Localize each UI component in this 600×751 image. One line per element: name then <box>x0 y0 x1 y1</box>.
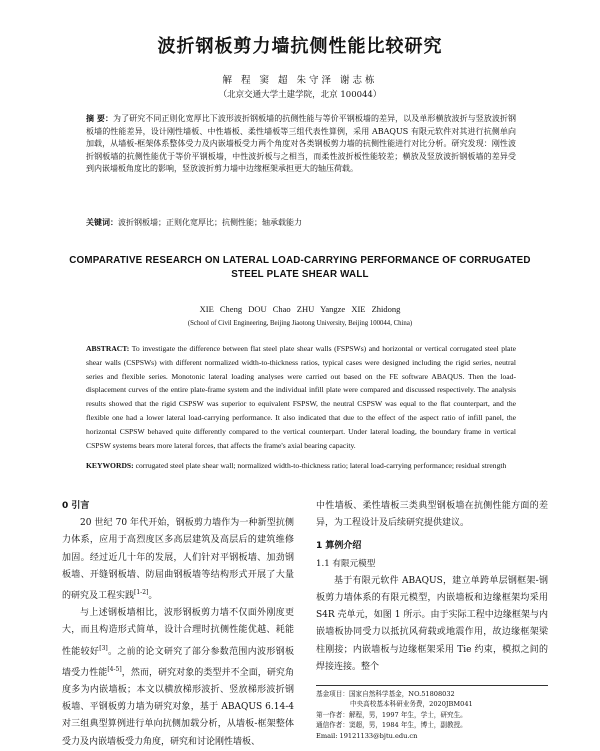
citation-ref: [1-2] <box>134 589 149 597</box>
intro-paragraph-2 <box>62 605 294 751</box>
english-abstract-text: To investigate the difference between flat steel plate shear walls (FSPSWs) and horizontal or vertical corrugated steel plate shear walls (CSPSWs) with different normalized width-to-thickness ratios, typical cases were designed including the rigid series, neutral series and flexible series. Monotonic lateral loading analyses were carried out based on the FE software ABAQUS. Then the load-displacement curves of the entire plate-frame system and the individual infill plate were compared and discussed respectively. The analysis results showed that the rigid CSPSW was superior to equivalent FSPSW, the neutral CSPSW was equal to the flat counterpart, and the flexible one had a lower lateral load-carrying performance. It also indicated that due to the effect of the aspect ratio of infill panel, the horizontal CSPSW behaved quite differently compared to the vertical counterpart. Under lateral loading, the boundary frame in vertical CSPSW systems bears more lateral forces, that affects the frame's axial bearing capacity. <box>86 344 517 450</box>
english-keywords-text: corrugated steel plate shear wall; normalized width-to-thickness ratio; lateral load-carrying performance; residual strength <box>135 461 507 470</box>
footnote-fund-2: 中央高校基本科研业务费，2020JBM041 <box>350 700 473 709</box>
citation-ref: [4-5] <box>107 665 122 673</box>
body-right-column <box>316 498 548 676</box>
footnote-first-author: 第一作者：解程，男，1997 年生，学士，研究生。 <box>316 710 467 719</box>
chinese-keywords <box>86 216 516 229</box>
english-authors: XIE Cheng DOU Chao ZHU Yangze XIE Zhidong <box>199 304 401 314</box>
section-1-heading: 1 算例介绍 <box>316 541 362 552</box>
intro-continuation: 中性墙板、柔性墙板三类典型钢板墙在抗侧性能方面的差异，为工程设计及后续研究提供建议。 <box>316 501 548 529</box>
intro-p2-text: 与上述钢板墙相比，波形钢板剪力墙不仅面外刚度更大，而且构造形式简单，设计合理时抗侧性能优越、耗能性能较好 <box>62 608 294 657</box>
intro-p2-text-c: ，然而，研究对象的类型并不全面，研究角度多为内嵌墙板；本文以横放梯形波折、竖放梯形波折钢板墙、平钢板剪力墙为研究对象，基于 ABAQUS 6.14-4 对三组典型算例进行单向抗侧加载分析，从墙板-框架整体受力及内嵌墙板受力角度，研究和讨论刚性墙板、 <box>62 667 294 747</box>
body-left-column <box>62 498 294 751</box>
citation-ref: [3] <box>99 644 108 652</box>
intro-p1-end: 。 <box>148 591 158 602</box>
intro-p2-text-b: 。之前的论文研究了部分参数范围内波形钢板墙受力性能 <box>62 646 294 678</box>
footnote <box>316 685 548 741</box>
chinese-keywords-text: 波折钢板墙；正则化宽厚比；抗侧性能；轴承载能力 <box>118 218 302 227</box>
english-keywords-label: KEYWORDS: <box>86 461 134 470</box>
section-0-heading: 0 引言 <box>62 501 90 511</box>
english-affiliation: (School of Civil Engineering, Beijing Jiaotong University, Beijing 100044, China) <box>187 320 413 327</box>
footnote-email: Email: 19121133@bjtu.edu.cn <box>316 731 418 740</box>
english-abstract-label: ABSTRACT: <box>86 344 130 353</box>
chinese-title: 波折钢板剪力墙抗侧性能比较研究 <box>157 36 443 57</box>
model-paragraph: 基于有限元软件 ABAQUS，建立单跨单层钢框架-钢板剪力墙体系的有限元模型，内嵌墙板和边缘框架均采用 S4R 壳单元，如图 1 所示。由于实际工程中边缘框架与内嵌墙板协同受力以抵抗风荷载或地震作用，故边缘框架梁柱刚接；内嵌墙板与边缘框架采用 Tie 约束，模拟之间的焊接连接。整个 <box>316 575 548 672</box>
intro-paragraph-1 <box>62 515 294 605</box>
intro-p1-text: 20 世纪 70 年代开始，钢板剪力墙作为一种新型抗侧力体系，应用于高烈度区多高层建筑及高层后的建筑维修加固。经过近几十年的发展，人们针对平钢板墙、加劲钢板墙、开缝钢板墙、防屈曲钢板墙等结构形式开展了大量的研究及工程实践 <box>62 518 294 602</box>
footnote-fund: 基金项目：国家自然科学基金，NO.51808032 <box>316 690 455 698</box>
english-title: COMPARATIVE RESEARCH ON LATERAL LOAD-CARRYING PERFORMANCE OF CORRUGATED STEEL PLATE SHEAR WALL <box>69 255 531 280</box>
chinese-abstract-text: 为了研究不同正则化宽厚比下波形波折钢板墙的抗侧性能与等价平钢板墙的差异，以及单形横放波折与竖放波折钢板墙的性能差异，设计刚性墙板、中性墙板、柔性墙板等三组代表性算例，采用 ABAQUS 有限元软件对其进行抗侧单向加载，从墙板-框架体系整体受力及内嵌墙板受力两个角度对各类钢板剪力墙的抗侧性能进行对比分析。研究发现：刚性波折钢板墙的抗侧性能优于等价平钢板墙，中性波折板与之相当，而柔性波折板性能较差；横放及竖放波折钢板墙的差异受到内嵌墙板角度比的影响，竖放波折剪力墙中边缘框架承担更大的轴压荷载。 <box>86 114 516 173</box>
chinese-keywords-label: 关键词： <box>86 217 118 227</box>
chinese-abstract <box>86 112 516 176</box>
chinese-authors: 解 程 窦 超 朱守泽 谢志栋 <box>222 75 378 86</box>
footnote-corresponding-author: 通信作者：窦超，男，1984 年生，博士，副教授。 <box>316 721 467 730</box>
english-keywords <box>86 459 516 473</box>
english-abstract <box>86 342 516 452</box>
section-1-1-heading: 1.1 有限元模型 <box>316 558 376 569</box>
chinese-abstract-label: 摘 要： <box>86 113 114 123</box>
chinese-affiliation: （北京交通大学土建学院，北京 100044） <box>218 90 382 100</box>
